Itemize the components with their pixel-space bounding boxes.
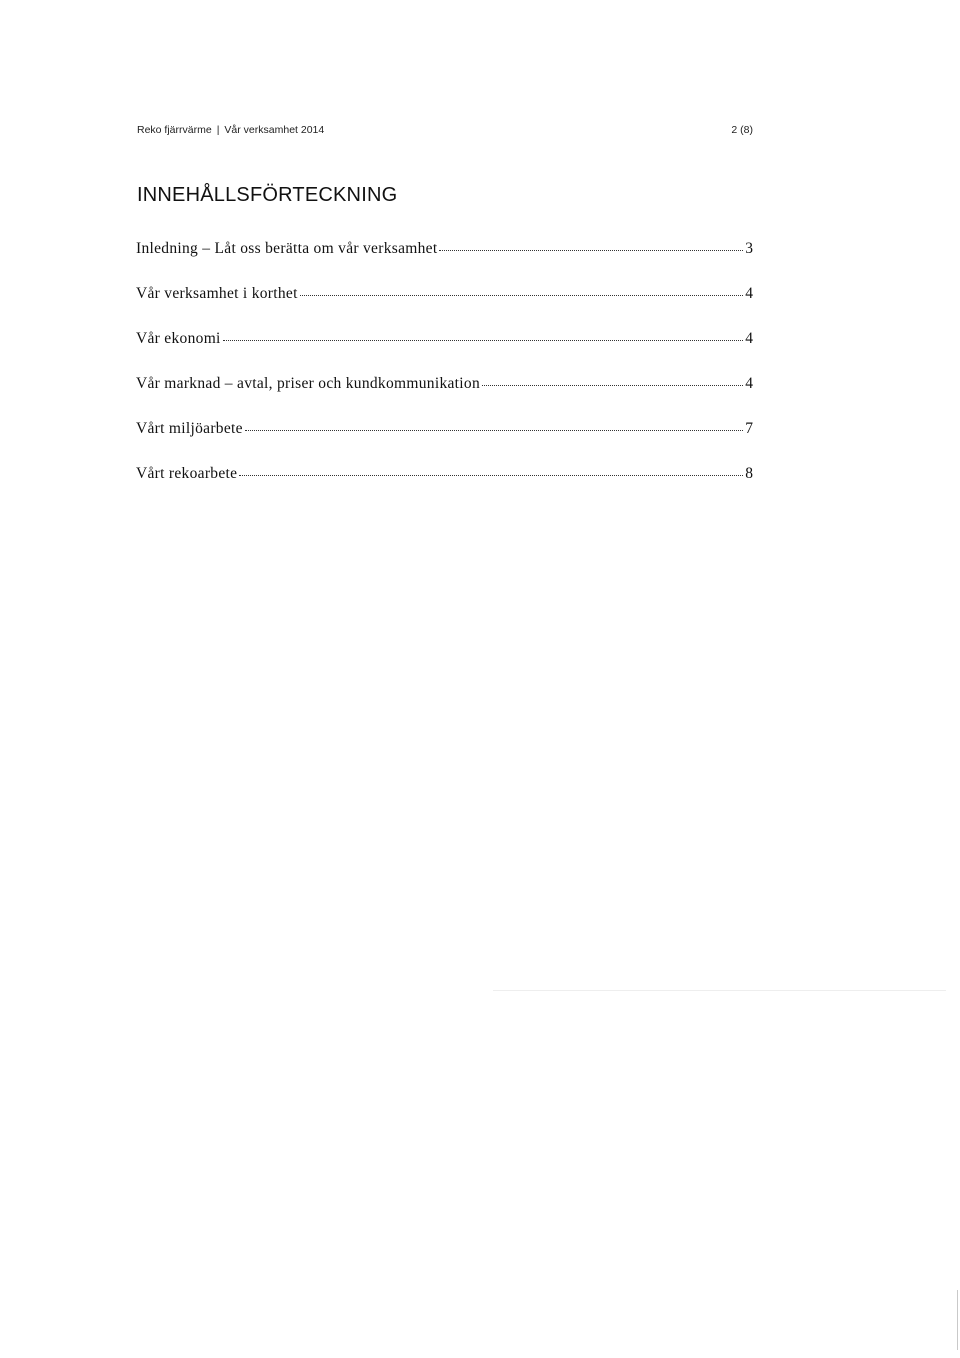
toc-entry-title: Vår marknad – avtal, priser och kundkommunikation [136, 375, 480, 392]
toc-entry-verksamhet-i-korthet[interactable] [136, 285, 753, 330]
dot-leader [245, 429, 743, 431]
toc-entry-title: Inledning – Låt oss berätta om vår verksamhet [136, 240, 438, 257]
toc-entry-rekoarbete[interactable] [136, 465, 753, 510]
toc-entry-marknad[interactable] [136, 375, 753, 420]
dot-leader [223, 339, 744, 341]
toc-entry-inledning[interactable] [136, 240, 753, 285]
toc-entry-page: 3 [745, 240, 753, 257]
toc-heading: INNEHÅLLSFÖRTECKNING [137, 184, 398, 206]
scan-artifact-line [493, 990, 946, 991]
dot-leader [239, 474, 743, 476]
running-header [137, 124, 753, 140]
toc-entry-ekonomi[interactable] [136, 330, 753, 375]
dot-leader [482, 384, 743, 386]
header-separator: | [216, 124, 220, 136]
header-doc-title: Vår verksamhet 2014 [224, 124, 325, 136]
dot-leader [439, 249, 743, 251]
toc-entry-title: Vårt rekoarbete [136, 465, 238, 482]
toc-entry-page: 4 [745, 375, 753, 392]
toc-entry-page: 7 [745, 420, 753, 437]
toc-entry-title: Vårt miljöarbete [136, 420, 243, 437]
toc-entry-miljoarbete[interactable] [136, 420, 753, 465]
toc-list [136, 240, 753, 510]
page-number: 2 (8) [731, 124, 753, 136]
scan-artifact-edge [957, 1290, 958, 1350]
toc-entry-title: Vår ekonomi [136, 330, 221, 347]
header-org: Reko fjärrvärme [137, 124, 212, 136]
dot-leader [300, 294, 744, 296]
toc-entry-title: Vår verksamhet i korthet [136, 285, 298, 302]
header-left [137, 124, 324, 136]
toc-entry-page: 4 [745, 285, 753, 302]
toc-entry-page: 4 [745, 330, 753, 347]
toc-entry-page: 8 [745, 465, 753, 482]
